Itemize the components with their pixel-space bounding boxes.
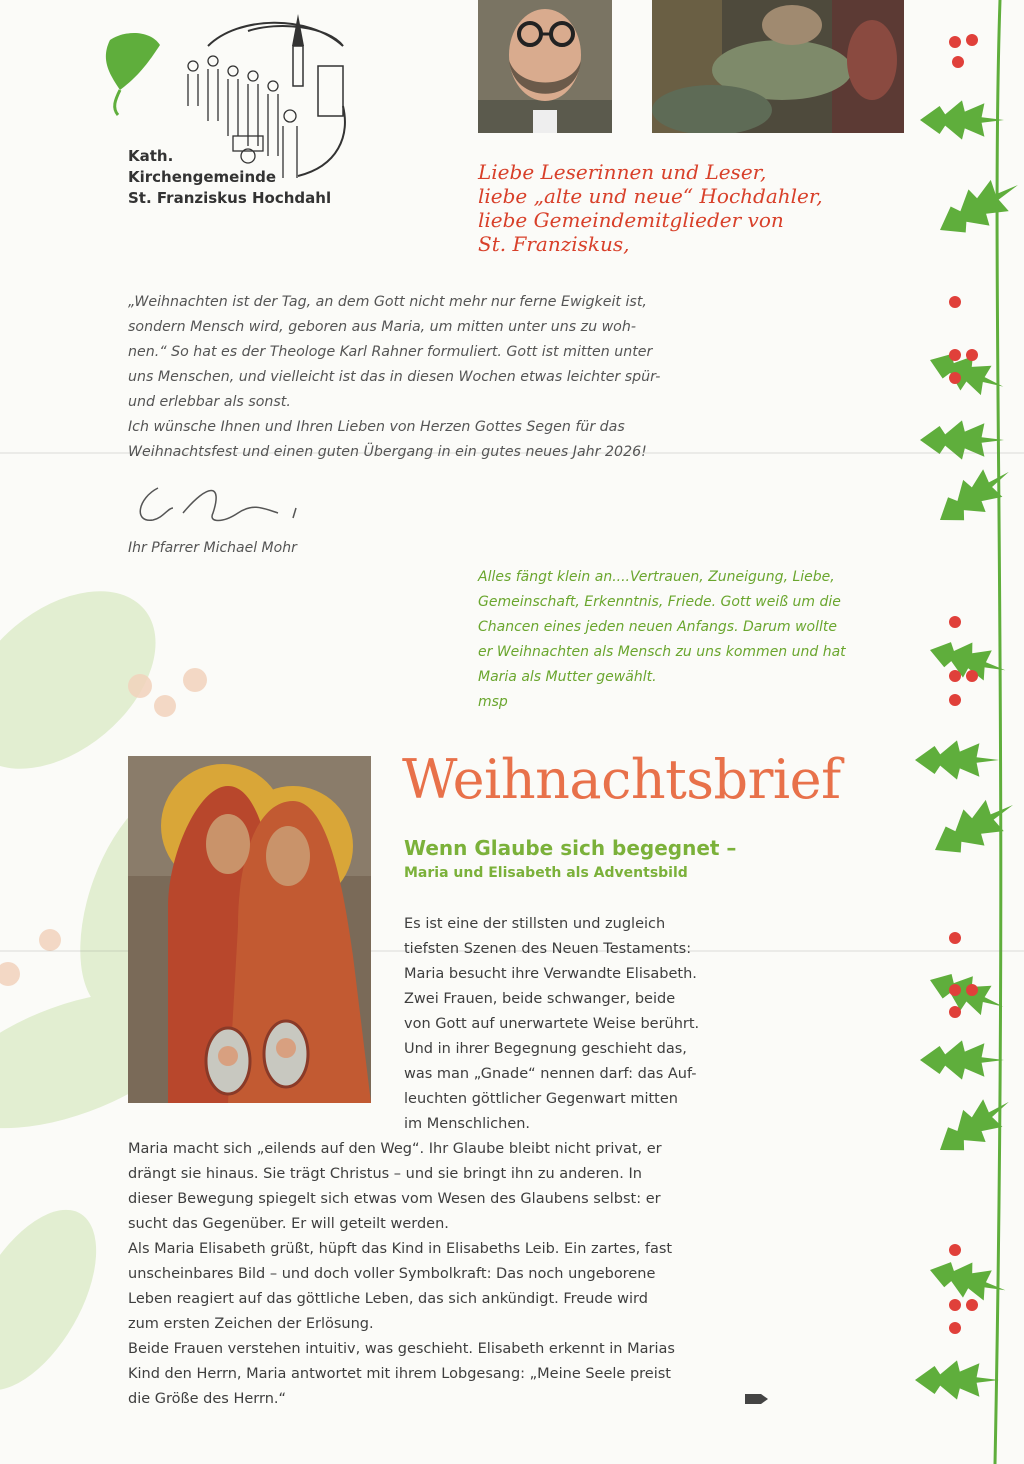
paragraph-line: Als Maria Elisabeth grüßt, hüpft das Kind in Elisabeths Leib. Ein zartes, fast [128, 1241, 673, 1257]
paragraph-line: Beide Frauen verstehen intuitiv, was geschieht. Elisabeth erkennt in Marias [128, 1341, 675, 1357]
paragraph-line: drängt sie hinaus. Sie trägt Christus – und sie bringt ihn zu anderen. In [128, 1166, 642, 1182]
paragraph-line: Zwei Frauen, beide schwanger, beide [404, 991, 676, 1007]
intro-text [128, 290, 728, 465]
quote-line: Alles fängt klein an....Vertrauen, Zuneigung, Liebe, [478, 569, 835, 585]
intro-line: sondern Mensch wird, geboren aus Maria, um mitten unter uns zu woh- [128, 319, 636, 335]
intro-line: Ich wünsche Ihnen und Ihren Lieben von Herzen Gottes Segen für das [128, 419, 625, 435]
paragraph-line: unscheinbares Bild – und doch voller Symbolkraft: Das noch ungeborene [128, 1266, 656, 1282]
quote-author: msp [478, 694, 508, 710]
intro-line: „Weihnachten ist der Tag, an dem Gott nicht mehr nur ferne Ewigkeit ist, [128, 294, 647, 310]
intro-line: Weihnachtsfest und einen guten Übergang in ein gutes neues Jahr 2026! [128, 444, 647, 460]
greeting-line: liebe Gemeindemitglieder von [478, 208, 784, 232]
article-paragraph [128, 1337, 675, 1412]
paragraph-line: von Gott auf unerwartete Weise berührt. [404, 1016, 700, 1032]
parish-name-line: Kath. [128, 147, 174, 165]
intro-line: uns Menschen, und vielleicht ist das in diesen Wochen etwas leichter spür- [128, 369, 661, 385]
parish-name-line: St. Franziskus Hochdahl [128, 189, 332, 207]
paragraph-line: Maria besucht ihre Verwandte Elisabeth. [404, 966, 697, 982]
article-paragraph [404, 912, 699, 1137]
page-title: Weihnachtsbrief [402, 748, 841, 811]
greeting-line: St. Franziskus, [478, 232, 630, 256]
paragraph-line: Und in ihrer Begegnung geschieht das, [404, 1041, 687, 1057]
paragraph-line: Leben reagiert auf das göttliche Leben, das sich ankündigt. Freude wird [128, 1291, 648, 1307]
paragraph-line: die Größe des Herrn.“ [128, 1391, 287, 1407]
pastor-photo [478, 0, 612, 133]
article-subtitle: Wenn Glaube sich begegnet – [404, 836, 737, 860]
green-quote [478, 565, 898, 715]
quote-line: Maria als Mutter gewählt. [478, 669, 657, 685]
parish-name [128, 146, 388, 209]
article-subtitle-secondary: Maria und Elisabeth als Adventsbild [404, 865, 688, 881]
intro-line: nen.“ So hat es der Theologe Karl Rahner formuliert. Gott ist mitten unter [128, 344, 653, 360]
article-paragraph [128, 1237, 672, 1337]
continue-arrow-icon [745, 1392, 769, 1406]
quote-line: er Weihnachten als Mensch zu uns kommen und hat [478, 644, 846, 660]
greeting [478, 160, 898, 256]
paragraph-line: dieser Bewegung spiegelt sich etwas vom Wesen des Glaubens selbst: er [128, 1191, 661, 1207]
intro-line: und erlebbar als sonst. [128, 394, 291, 410]
article-paragraph [128, 1137, 662, 1237]
greeting-line: Liebe Leserinnen und Leser, [478, 160, 767, 184]
greeting-line: liebe „alte und neue“ Hochdahler, [478, 184, 823, 208]
paragraph-line: was man „Gnade“ nennen darf: das Auf- [404, 1066, 697, 1082]
quote-line: Chancen eines jeden neuen Anfangs. Darum wollte [478, 619, 837, 635]
signoff: Ihr Pfarrer Michael Mohr [128, 540, 297, 556]
paragraph-line: sucht das Gegenüber. Er will geteilt werden. [128, 1216, 449, 1232]
nativity-photo [652, 0, 904, 133]
paragraph-line: Kind den Herrn, Maria antwortet mit ihrem Lobgesang: „Meine Seele preist [128, 1366, 671, 1382]
paragraph-line: zum ersten Zeichen der Erlösung. [128, 1316, 374, 1332]
paragraph-line: leuchten göttlicher Gegenwart mitten [404, 1091, 678, 1107]
paragraph-line: Maria macht sich „eilends auf den Weg“. Ihr Glaube bleibt nicht privat, er [128, 1141, 662, 1157]
signature-image [128, 478, 348, 538]
quote-line: Gemeinschaft, Erkenntnis, Friede. Gott weiß um die [478, 594, 841, 610]
paragraph-line: Es ist eine der stillsten und zugleich [404, 916, 666, 932]
parish-name-line: Kirchengemeinde [128, 168, 277, 186]
visitation-icon-image [128, 756, 371, 1103]
paragraph-line: im Menschlichen. [404, 1116, 531, 1132]
paragraph-line: tiefsten Szenen des Neuen Testaments: [404, 941, 692, 957]
